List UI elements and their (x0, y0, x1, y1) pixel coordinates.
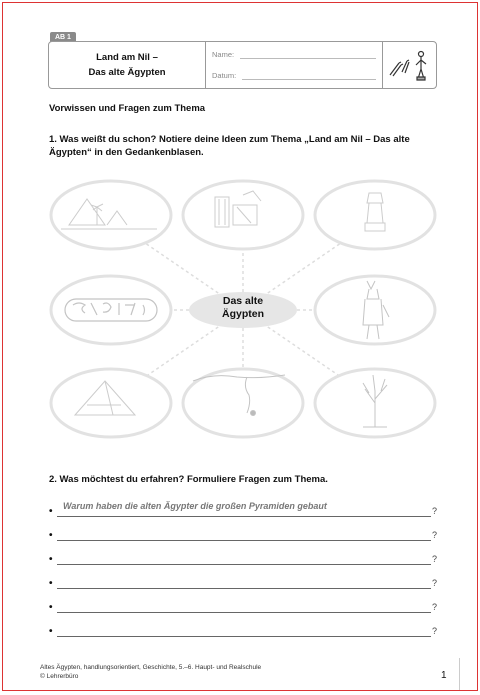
worksheet-header (48, 41, 437, 89)
question-mark: ? (431, 602, 437, 612)
worksheet-page (2, 2, 478, 691)
thought-bubble[interactable] (315, 181, 435, 249)
footer-line2: © Lehrerbüro (40, 673, 79, 680)
question-mark: ? (431, 530, 437, 540)
answer-line[interactable] (49, 620, 439, 644)
date-field[interactable] (212, 71, 376, 80)
name-field[interactable] (212, 50, 376, 59)
header-fields (206, 42, 383, 88)
thought-bubble[interactable] (51, 181, 171, 249)
header-title-line2: Das alte Ägypten (88, 67, 166, 78)
thought-bubble[interactable] (51, 369, 171, 437)
header-title-line1: Land am Nil – (96, 52, 158, 63)
thought-bubble[interactable] (183, 181, 303, 249)
thought-bubble[interactable] (315, 276, 435, 344)
footer-line1: Altes Ägypten, handlungsorientiert, Geschichte, 5.–6. Haupt- und Realschule (40, 664, 262, 671)
date-label: Datum: (212, 71, 237, 80)
name-label: Name: (212, 50, 235, 59)
question-mark: ? (431, 626, 437, 636)
center-topic (189, 295, 297, 321)
sheet-tag: AB 1 (50, 32, 76, 42)
section-heading: Vorwissen und Fragen zum Thema (49, 103, 206, 114)
divider (459, 658, 460, 691)
bullet: • (49, 506, 53, 517)
page-number: 1 (441, 670, 447, 681)
answer-line[interactable] (49, 572, 439, 596)
bullet: • (49, 554, 53, 565)
bullet: • (49, 578, 53, 589)
question-mark: ? (431, 554, 437, 564)
center-topic-line2: Ägypten (222, 308, 264, 320)
example-answer: Warum haben die alten Ägypter die großen Pyramiden gebaut (63, 501, 327, 511)
bullet: • (49, 626, 53, 637)
logo-sticks-figure-icon (383, 42, 436, 88)
bullet: • (49, 530, 53, 541)
question-mark: ? (431, 506, 437, 516)
bullet: • (49, 602, 53, 613)
answer-line[interactable] (49, 596, 439, 620)
question-2: 2. Was möchtest du erfahren? Formuliere Fragen zum Thema. (49, 474, 328, 485)
thought-bubble[interactable] (51, 276, 171, 344)
footer (40, 663, 261, 681)
answer-lines (49, 500, 439, 644)
header-title (49, 42, 206, 88)
thought-bubble[interactable] (183, 369, 303, 437)
question-mark: ? (431, 578, 437, 588)
answer-line[interactable] (49, 548, 439, 572)
center-topic-line1: Das alte (222, 295, 264, 307)
answer-line[interactable] (49, 500, 439, 524)
question-1: 1. Was weißt du schon? Notiere deine Ideen zum Thema „Land am Nil – Das alte Ägypten“ in den Gedankenblasen. (49, 134, 410, 158)
answer-line[interactable] (49, 524, 439, 548)
